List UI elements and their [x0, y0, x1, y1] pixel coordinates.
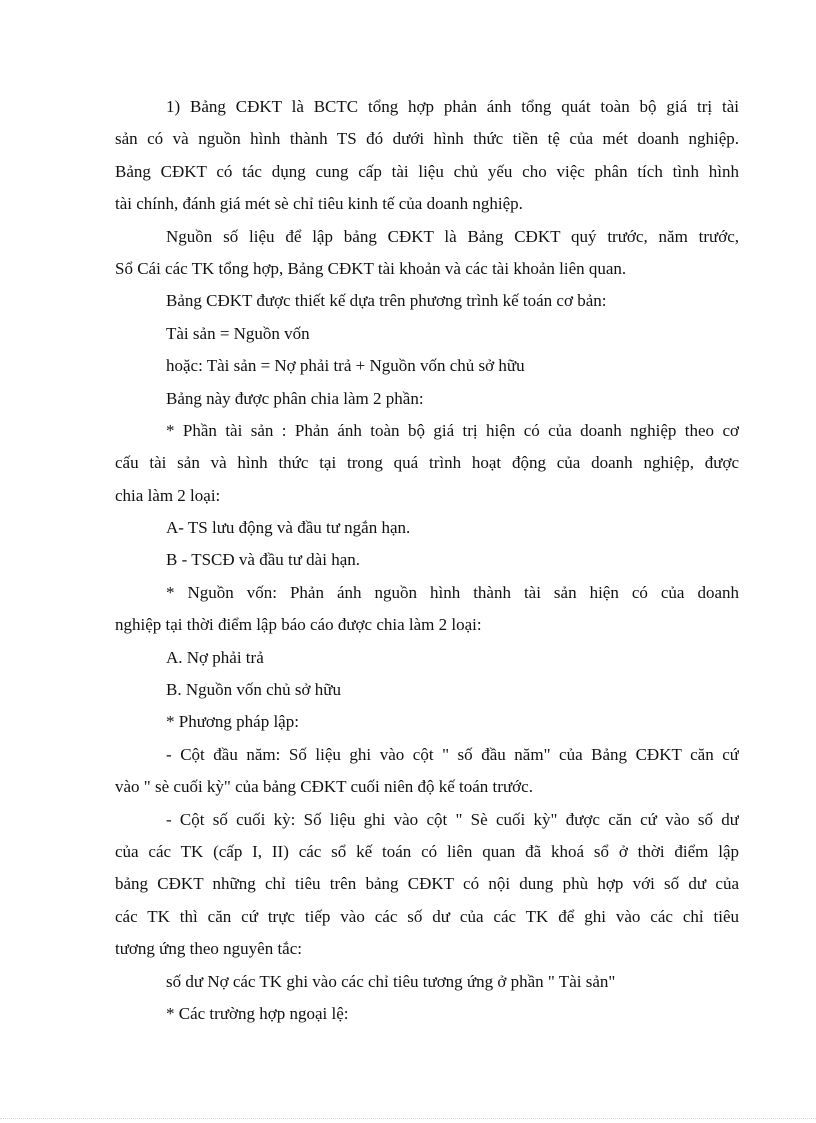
paragraph-line: số dư Nợ các TK ghi vào các chỉ tiêu tương ứng ở phần " Tài sản"	[166, 971, 616, 991]
paragraph-line: - Cột đầu năm: Số liệu ghi vào cột " số đầu năm" của Bảng CĐKT căn cứ	[166, 744, 739, 764]
paragraph-line: bảng CĐKT những chỉ tiêu trên bảng CĐKT có nội dung phù hợp với số dư của	[115, 874, 739, 894]
section-heading: * Phương pháp lập:	[166, 712, 299, 732]
paragraph-line: của các TK (cấp I, II) các sổ kế toán có liên quan đã khoá sổ ở thời điểm lập	[115, 841, 739, 861]
paragraph-line: 1) Bảng CĐKT là BCTC tổng hợp phản ánh tổng quát toàn bộ giá trị tài	[166, 97, 739, 116]
equation-line: hoặc: Tài sản = Nợ phải trả + Nguồn vốn chủ sở hữu	[166, 356, 525, 376]
paragraph-line: Sổ Cái các TK tổng hợp, Bảng CĐKT tài khoản và các tài khoản liên quan.	[115, 258, 627, 278]
paragraph-line: chia làm 2 loại:	[115, 485, 221, 505]
paragraph-line: - Cột số cuối kỳ: Số liệu ghi vào cột " Sè cuối kỳ" được căn cứ vào số dư	[166, 809, 739, 829]
list-item: A- TS lưu động và đầu tư ngắn hạn.	[166, 518, 411, 538]
paragraph-line: các TK thì căn cứ trực tiếp vào các số dư của các TK để ghi vào các chỉ tiêu	[115, 906, 739, 926]
page-bottom-divider	[0, 1118, 816, 1119]
paragraph-line: Nguồn số liệu để lập bảng CĐKT là Bảng CĐKT quý trước, năm trước,	[166, 226, 739, 246]
paragraph-line: sản có và nguồn hình thành TS đó dưới hình thức tiền tệ của mét doanh nghiệp.	[115, 129, 739, 149]
equation-line: Tài sản = Nguồn vốn	[166, 323, 310, 343]
list-item: B. Nguồn vốn chủ sở hữu	[166, 680, 341, 700]
paragraph-line: Bảng CĐKT được thiết kế dựa trên phương trình kế toán cơ bản:	[166, 291, 607, 311]
section-heading: * Các trường hợp ngoại lệ:	[166, 1003, 349, 1023]
paragraph-line: tài chính, đánh giá mét sè chỉ tiêu kinh tế của doanh nghiệp.	[115, 194, 523, 214]
paragraph-line: cấu tài sản và hình thức tại trong quá trình hoạt động của doanh nghiệp, được	[115, 453, 739, 473]
list-item: A. Nợ phải trả	[166, 647, 264, 667]
document-body	[115, 91, 739, 1030]
paragraph-line: vào " sè cuối kỳ" của bảng CĐKT cuối niên độ kế toán trước.	[115, 777, 533, 797]
list-item: B - TSCĐ và đầu tư dài hạn.	[166, 550, 360, 570]
paragraph-line: tương ứng theo nguyên tắc:	[115, 939, 302, 959]
paragraph-line: * Phần tài sản : Phản ánh toàn bộ giá trị hiện có của doanh nghiệp theo cơ	[166, 420, 739, 440]
paragraph-line: Bảng CĐKT có tác dụng cung cấp tài liệu chủ yếu cho việc phân tích tình hình	[115, 161, 739, 181]
paragraph-line: Bảng này được phân chia làm 2 phần:	[166, 388, 424, 408]
paragraph-line: nghiệp tại thời điểm lập báo cáo được chia làm 2 loại:	[115, 615, 482, 635]
paragraph-line: * Nguồn vốn: Phản ánh nguồn hình thành tài sản hiện có của doanh	[166, 582, 739, 602]
